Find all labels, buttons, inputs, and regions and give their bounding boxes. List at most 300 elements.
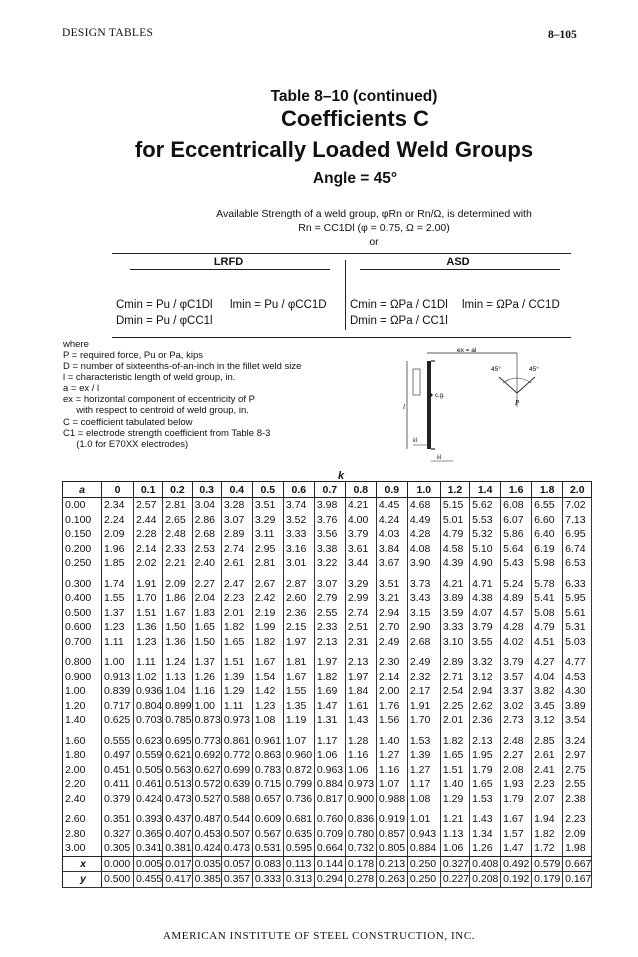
coefficient-cell: 1.11: [221, 699, 252, 714]
a-value-cell: 1.00: [63, 684, 102, 699]
coefficient-cell: 3.59: [440, 606, 469, 621]
coefficient-cell: 1.43: [470, 812, 501, 827]
coefficient-cell: 1.94: [532, 812, 563, 827]
coefficient-cell: 2.75: [563, 763, 592, 778]
coefficient-cell: 1.17: [407, 777, 440, 792]
centroid-cell: 0.500: [102, 872, 134, 888]
coefficient-cell: 1.13: [163, 670, 192, 685]
coefficient-cell: 4.57: [501, 606, 532, 621]
centroid-cell: 0.179: [532, 872, 563, 888]
coefficient-cell: 3.43: [407, 591, 440, 606]
coefficient-cell: 1.23: [102, 620, 134, 635]
a-value-cell: 2.60: [63, 812, 102, 827]
coefficient-cell: 1.81: [283, 655, 314, 670]
coefficient-cell: 2.02: [134, 556, 163, 571]
kl-label-1: kl: [413, 438, 418, 444]
coefficient-cell: 2.40: [192, 556, 221, 571]
coefficient-cell: 0.772: [221, 748, 252, 763]
coefficient-cell: 1.67: [283, 670, 314, 685]
coefficient-cell: 3.16: [283, 542, 314, 557]
centroid-cell: 0.167: [563, 872, 592, 888]
coefficient-cell: 2.36: [283, 606, 314, 621]
lrfd-rule: [130, 269, 330, 270]
coefficient-cell: 0.857: [376, 827, 407, 842]
load-arrow-left: [499, 377, 517, 393]
coefficient-cell: 0.588: [221, 792, 252, 807]
a-value-cell: 0.00: [63, 498, 102, 513]
coefficient-cell: 2.17: [407, 684, 440, 699]
table-row: [63, 670, 592, 685]
coefficient-cell: 0.531: [252, 841, 283, 856]
coefficient-cell: 0.424: [192, 841, 221, 856]
coefficient-cell: 2.51: [345, 620, 376, 635]
coefficient-cell: 5.62: [470, 498, 501, 513]
coefficient-cell: 0.567: [252, 827, 283, 842]
coefficient-cell: 0.861: [221, 734, 252, 749]
coefficient-cell: 2.70: [376, 620, 407, 635]
coefficient-cell: 2.14: [376, 670, 407, 685]
coefficient-cell: 4.58: [440, 542, 469, 557]
where-line: P = required force, Pu or Pa, kips: [63, 350, 204, 361]
k-column-header: 0.3: [192, 482, 221, 498]
coefficient-cell: 2.01: [440, 713, 469, 728]
a-value-cell: 1.60: [63, 734, 102, 749]
coefficient-cell: 1.70: [407, 713, 440, 728]
coefficient-cell: 0.839: [102, 684, 134, 699]
coefficient-cell: 2.74: [345, 606, 376, 621]
coefficient-cell: 4.79: [440, 527, 469, 542]
coefficient-cell: 2.36: [470, 713, 501, 728]
centroid-cell: 0.192: [501, 872, 532, 888]
coefficient-cell: 2.09: [163, 577, 192, 592]
coefficient-cell: 5.98: [532, 556, 563, 571]
coefficient-cell: 0.461: [134, 777, 163, 792]
centroid-cell: 0.227: [440, 872, 469, 888]
table-row: [63, 734, 592, 749]
a-value-cell: 0.600: [63, 620, 102, 635]
where-line: (1.0 for E70XX electrodes): [63, 439, 189, 450]
coefficient-cell: 0.900: [345, 792, 376, 807]
coefficient-cell: 1.23: [134, 635, 163, 650]
or-text: or: [369, 236, 379, 248]
centroid-cell: 0.083: [252, 856, 283, 872]
coefficient-cell: 5.01: [440, 513, 469, 528]
coefficient-cell: 3.12: [532, 713, 563, 728]
coefficient-cell: 0.327: [102, 827, 134, 842]
a-value-cell: 2.40: [63, 792, 102, 807]
coefficient-cell: 2.48: [501, 734, 532, 749]
coefficient-cell: 1.97: [283, 635, 314, 650]
centroid-cell: 0.250: [407, 872, 440, 888]
table-row: [63, 635, 592, 650]
coefficient-cell: 2.13: [314, 635, 345, 650]
coefficient-cell: 0.527: [192, 792, 221, 807]
coefficient-cell: 1.01: [407, 812, 440, 827]
coefficient-cell: 2.27: [192, 577, 221, 592]
coefficient-cell: 1.26: [192, 670, 221, 685]
coefficient-cell: 2.09: [102, 527, 134, 542]
coefficient-cell: 3.79: [501, 655, 532, 670]
centroid-cell: 0.057: [221, 856, 252, 872]
centroid-cell: 0.357: [221, 872, 252, 888]
coefficient-cell: 1.37: [102, 606, 134, 621]
k-header-label: k: [338, 470, 345, 482]
a-value-cell: 1.80: [63, 748, 102, 763]
table-row: [63, 591, 592, 606]
coefficient-cell: 1.65: [221, 635, 252, 650]
table-row: [63, 577, 592, 592]
table-row: [63, 498, 592, 513]
coefficient-cell: 2.85: [532, 734, 563, 749]
coefficient-cell: 1.47: [314, 699, 345, 714]
coefficient-cell: 3.01: [283, 556, 314, 571]
coefficient-cell: 2.19: [252, 606, 283, 621]
coefficient-cell: 1.08: [252, 713, 283, 728]
coefficient-cell: 1.53: [407, 734, 440, 749]
weld-line-vertical: [427, 361, 431, 449]
coefficient-cell: 0.544: [221, 812, 252, 827]
coefficient-cell: 1.97: [314, 655, 345, 670]
coefficient-cell: 2.23: [563, 812, 592, 827]
coefficient-cell: 4.49: [407, 513, 440, 528]
a-value-cell: 0.800: [63, 655, 102, 670]
k-column-header: 0.4: [221, 482, 252, 498]
coefficient-cell: 1.00: [102, 655, 134, 670]
centroid-cell: 0.113: [283, 856, 314, 872]
coefficient-cell: 1.06: [440, 841, 469, 856]
coefficient-cell: 2.42: [252, 591, 283, 606]
angle-title: Angle = 45°: [312, 170, 398, 187]
coefficient-cell: 6.07: [501, 513, 532, 528]
coefficient-cell: 3.90: [407, 556, 440, 571]
coefficient-cell: 1.07: [376, 777, 407, 792]
angle-label-left: 45°: [491, 366, 501, 373]
coefficient-cell: 3.32: [470, 655, 501, 670]
coefficient-cell: 1.19: [283, 713, 314, 728]
coefficient-cell: 4.77: [563, 655, 592, 670]
where-line: where: [63, 339, 89, 350]
coefficient-cell: 4.03: [376, 527, 407, 542]
coefficient-cell: 0.487: [192, 812, 221, 827]
k-column-header: 0.6: [283, 482, 314, 498]
coefficient-cell: 0.639: [221, 777, 252, 792]
coefficient-cell: 1.40: [376, 734, 407, 749]
coefficient-cell: 2.60: [283, 591, 314, 606]
coefficient-cell: 0.703: [134, 713, 163, 728]
coefficient-cell: 2.33: [314, 620, 345, 635]
coefficient-cell: 2.07: [532, 792, 563, 807]
coefficient-cell: 3.67: [376, 556, 407, 571]
coefficient-cell: 0.884: [407, 841, 440, 856]
coefficient-cell: 0.773: [192, 734, 221, 749]
centroid-cell: 0.278: [345, 872, 376, 888]
coefficient-cell: 3.98: [314, 498, 345, 513]
table-row: [63, 542, 592, 557]
coefficient-cell: 1.76: [376, 699, 407, 714]
coefficient-cell: 3.29: [345, 577, 376, 592]
coefficient-cell: 3.76: [314, 513, 345, 528]
coefficient-cell: 5.86: [501, 527, 532, 542]
coefficient-cell: 1.65: [470, 777, 501, 792]
coefficient-cell: 1.07: [283, 734, 314, 749]
coefficient-cell: 0.635: [283, 827, 314, 842]
coefficient-cell: 0.805: [376, 841, 407, 856]
table-row: [63, 556, 592, 571]
coefficient-cell: 1.21: [440, 812, 469, 827]
coefficient-cell: 1.34: [470, 827, 501, 842]
coefficient-cell: 0.681: [283, 812, 314, 827]
coefficient-cell: 0.305: [102, 841, 134, 856]
coefficient-cell: 3.84: [376, 542, 407, 557]
coefficient-cell: 3.51: [252, 498, 283, 513]
coefficient-cell: 2.01: [221, 606, 252, 621]
coefficient-cell: 1.97: [345, 670, 376, 685]
l-label: l: [403, 403, 405, 411]
coefficient-cell: 4.07: [470, 606, 501, 621]
coefficient-cell: 2.97: [563, 748, 592, 763]
centroid-cell: 0.294: [314, 872, 345, 888]
coefficient-cell: 5.15: [440, 498, 469, 513]
a-value-cell: 2.20: [63, 777, 102, 792]
coefficient-cell: 1.16: [192, 684, 221, 699]
coefficient-cell: 1.55: [102, 591, 134, 606]
coefficient-cell: 1.82: [314, 670, 345, 685]
coefficient-cell: 5.64: [501, 542, 532, 557]
coefficient-cell: 0.717: [102, 699, 134, 714]
coefficient-cell: 1.54: [252, 670, 283, 685]
a-value-cell: 0.100: [63, 513, 102, 528]
coefficient-cell: 2.79: [314, 591, 345, 606]
kl-label-2: kl: [437, 455, 442, 461]
coefficient-cell: 2.30: [376, 655, 407, 670]
coefficient-cell: 2.04: [192, 591, 221, 606]
coefficient-cell: 4.24: [376, 513, 407, 528]
coefficient-cell: 1.53: [470, 792, 501, 807]
coefficient-cell: 0.451: [102, 763, 134, 778]
coefficient-cell: 0.943: [407, 827, 440, 842]
coefficient-cell: 6.74: [563, 542, 592, 557]
coefficient-cell: 0.473: [221, 841, 252, 856]
coefficient-cell: 1.84: [345, 684, 376, 699]
a-value-cell: 0.500: [63, 606, 102, 621]
coefficient-cell: 0.424: [134, 792, 163, 807]
coefficient-cell: 4.90: [470, 556, 501, 571]
coefficient-cell: 0.973: [221, 713, 252, 728]
coefficient-cell: 1.24: [163, 655, 192, 670]
coefficient-cell: 1.79: [501, 792, 532, 807]
coefficient-cell: 2.34: [102, 498, 134, 513]
coefficient-cell: 0.836: [345, 812, 376, 827]
coefficient-cell: 3.11: [252, 527, 283, 542]
coefficient-cell: 0.695: [163, 734, 192, 749]
coefficient-cell: 3.44: [345, 556, 376, 571]
k-column-header: 1.8: [532, 482, 563, 498]
coefficient-cell: 1.06: [314, 748, 345, 763]
coefficient-cell: 1.67: [252, 655, 283, 670]
a-value-cell: 3.00: [63, 841, 102, 856]
where-line: D = number of sixteenths-of-an-inch in the fillet weld size: [63, 361, 302, 372]
coefficient-cell: 2.09: [563, 827, 592, 842]
coefficient-cell: 3.12: [470, 670, 501, 685]
coefficient-cell: 4.02: [501, 635, 532, 650]
lrfd-cmin-formula: Cmin = Pu / φC1Dl: [116, 299, 213, 311]
coefficient-cell: 1.93: [501, 777, 532, 792]
centroid-row-label: x: [63, 856, 102, 872]
coefficient-cell: 3.57: [501, 670, 532, 685]
coefficient-cell: 0.657: [252, 792, 283, 807]
coefficient-cell: 0.961: [252, 734, 283, 749]
coefficient-cell: 1.50: [192, 635, 221, 650]
coefficient-cell: 2.73: [501, 713, 532, 728]
a-value-cell: 0.300: [63, 577, 102, 592]
k-column-header: 0.2: [163, 482, 192, 498]
weld-group-diagram: [395, 347, 565, 469]
coefficient-cell: 3.89: [563, 699, 592, 714]
coefficient-cell: 1.17: [314, 734, 345, 749]
coefficient-cell: 4.45: [376, 498, 407, 513]
coefficient-cell: 1.23: [252, 699, 283, 714]
coefficient-cell: 1.55: [283, 684, 314, 699]
coefficient-cell: 1.31: [314, 713, 345, 728]
coefficient-cell: 0.936: [134, 684, 163, 699]
coefficient-cell: 0.736: [283, 792, 314, 807]
a-value-cell: 0.200: [63, 542, 102, 557]
centroid-cell: 0.208: [470, 872, 501, 888]
coefficient-cell: 5.32: [470, 527, 501, 542]
coefficient-cell: 3.21: [376, 591, 407, 606]
coefficient-cell: 0.913: [102, 670, 134, 685]
k-column-header: 0.7: [314, 482, 345, 498]
coefficient-cell: 3.79: [470, 620, 501, 635]
coefficient-cell: 2.00: [376, 684, 407, 699]
coefficient-cell: 3.79: [345, 527, 376, 542]
centroid-row: [63, 856, 592, 872]
coefficient-cell: 0.497: [102, 748, 134, 763]
coefficient-cell: 2.90: [407, 620, 440, 635]
strength-note: Available Strength of a weld group, φRn or Rn/Ω, is determined with: [216, 208, 532, 220]
coefficient-cell: 2.61: [532, 748, 563, 763]
coefficient-cell: 2.28: [134, 527, 163, 542]
coefficient-cell: 0.760: [314, 812, 345, 827]
k-column-header: 0.5: [252, 482, 283, 498]
coefficient-cell: 2.24: [102, 513, 134, 528]
coefficient-cell: 2.89: [221, 527, 252, 542]
coefficient-cell: 0.709: [314, 827, 345, 842]
coefficient-cell: 1.35: [283, 699, 314, 714]
coefficient-cell: 4.28: [407, 527, 440, 542]
cg-label: c.g.: [435, 393, 445, 399]
coefficient-cell: 0.559: [134, 748, 163, 763]
centroid-cell: 0.327: [440, 856, 469, 872]
coefficient-cell: 1.79: [470, 763, 501, 778]
table-row: [63, 792, 592, 807]
centroid-row: [63, 872, 592, 888]
load-arrow-right: [517, 377, 535, 393]
coefficient-cell: 0.365: [134, 827, 163, 842]
centroid-cell: 0.333: [252, 872, 283, 888]
centroid-cell: 0.667: [563, 856, 592, 872]
a-value-cell: 1.40: [63, 713, 102, 728]
coefficient-cell: 5.10: [470, 542, 501, 557]
coefficient-cell: 1.04: [163, 684, 192, 699]
p-label: P: [515, 399, 520, 407]
coefficient-cell: 2.62: [470, 699, 501, 714]
coefficient-cell: 5.95: [563, 591, 592, 606]
coefficient-cell: 2.13: [470, 734, 501, 749]
coefficient-cell: 0.919: [376, 812, 407, 827]
table-caption: Table 8–10 (continued): [270, 88, 438, 105]
coefficient-cell: 1.51: [134, 606, 163, 621]
coefficient-cell: 0.572: [192, 777, 221, 792]
coefficient-cell: 0.609: [252, 812, 283, 827]
coefficient-cell: 0.899: [163, 699, 192, 714]
coefficient-cell: 0.381: [163, 841, 192, 856]
coefficient-cell: 1.16: [345, 748, 376, 763]
coefficient-cell: 1.27: [407, 763, 440, 778]
coefficient-cell: 1.02: [134, 670, 163, 685]
where-line: C = coefficient tabulated below: [63, 417, 193, 428]
coefficient-cell: 4.53: [563, 670, 592, 685]
coefficient-cell: 1.26: [470, 841, 501, 856]
coefficient-cell: 4.27: [532, 655, 563, 670]
coefficient-cell: 1.61: [345, 699, 376, 714]
page-footer: AMERICAN INSTITUTE OF STEEL CONSTRUCTION, INC.: [162, 930, 476, 942]
coefficient-cell: 5.78: [532, 577, 563, 592]
coefficient-cell: 2.47: [221, 577, 252, 592]
where-line: with respect to centroid of weld group, in.: [63, 405, 249, 416]
coefficient-cell: 1.91: [134, 577, 163, 592]
table-row: [63, 527, 592, 542]
coefficient-cell: 3.33: [283, 527, 314, 542]
coefficient-cell: 3.61: [345, 542, 376, 557]
coefficient-cell: 0.863: [252, 748, 283, 763]
coefficient-cell: 0.563: [163, 763, 192, 778]
coefficient-cell: 2.23: [221, 591, 252, 606]
coefficient-cell: 2.55: [314, 606, 345, 621]
table-row: [63, 620, 592, 635]
coefficient-cell: 1.82: [221, 620, 252, 635]
coefficient-cell: 0.393: [134, 812, 163, 827]
coefficient-cell: 0.411: [102, 777, 134, 792]
coefficient-cell: 3.07: [314, 577, 345, 592]
table-header-row: [63, 482, 592, 498]
coefficient-cell: 1.29: [221, 684, 252, 699]
k-column-header: 0.9: [376, 482, 407, 498]
coefficient-cell: 2.61: [221, 556, 252, 571]
k-column-header: 1.2: [440, 482, 469, 498]
coefficient-cell: 3.54: [563, 713, 592, 728]
coefficient-cell: 2.25: [440, 699, 469, 714]
table-row: [63, 777, 592, 792]
method-divider: [345, 260, 346, 330]
coefficient-cell: 2.71: [440, 670, 469, 685]
coefficient-cell: 0.873: [192, 713, 221, 728]
where-line: a = ex / l: [63, 383, 100, 394]
coefficient-cell: 1.40: [440, 777, 469, 792]
coefficient-cell: 1.85: [102, 556, 134, 571]
coefficient-cell: 1.51: [221, 655, 252, 670]
coefficient-cell: 0.664: [314, 841, 345, 856]
coefficient-cell: 2.55: [563, 777, 592, 792]
coefficient-cell: 2.94: [376, 606, 407, 621]
a-value-cell: 2.00: [63, 763, 102, 778]
coefficient-cell: 2.95: [252, 542, 283, 557]
table-title-sub: for Eccentrically Loaded Weld Groups: [134, 137, 534, 162]
coefficient-cell: 5.24: [501, 577, 532, 592]
coefficient-cell: 2.44: [134, 513, 163, 528]
coefficient-cell: 1.86: [163, 591, 192, 606]
coefficient-cell: 1.82: [252, 635, 283, 650]
